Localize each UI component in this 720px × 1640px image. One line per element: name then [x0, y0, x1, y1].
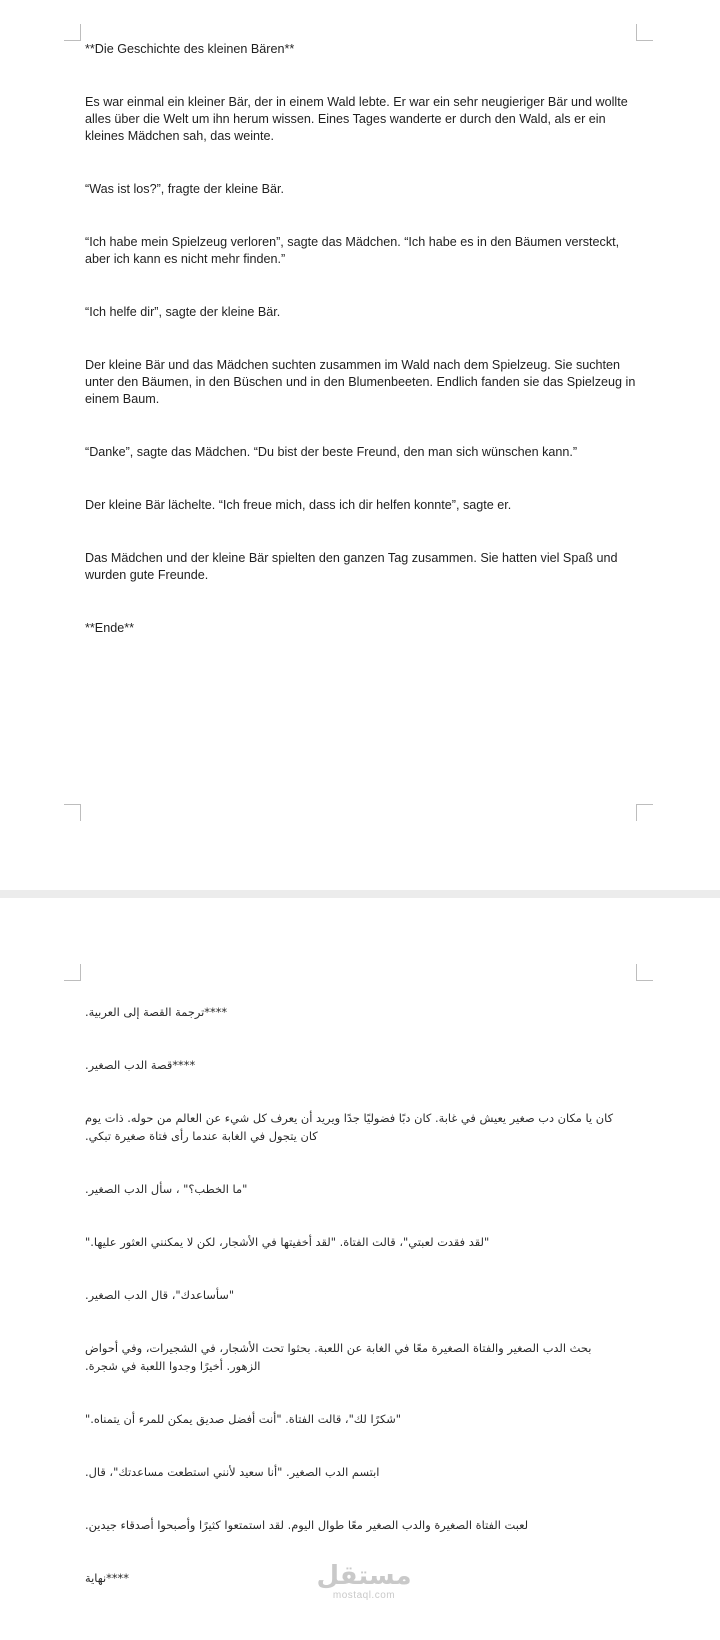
page-corner-mark: [64, 964, 81, 981]
page-corner-mark: [636, 964, 653, 981]
story-paragraph: “Ich helfe dir”, sagte der kleine Bär.: [85, 305, 281, 319]
translation-paragraph: "سأساعدك"، قال الدب الصغير.: [85, 1288, 235, 1302]
story-paragraph: Es war einmal ein kleiner Bär, der in einem Wald lebte. Er war ein sehr neugieriger Bär und wollte alles über die Welt um ihn herum wissen. Eines Tages wanderte er durch den Wald, als er ein kleines Mädchen sah, das weinte.: [85, 95, 628, 143]
story-paragraph: “Danke”, sagte das Mädchen. “Du bist der beste Freund, den man sich wünschen kann.”: [85, 445, 578, 459]
translation-paragraph: "لقد فقدت لعبتي"، قالت الفتاة. "لقد أخفيتها في الأشجار، لكن لا يمكنني العثور عليها.": [85, 1235, 490, 1249]
watermark-logo: مستقل: [316, 1561, 412, 1591]
story-title: **Die Geschichte des kleinen Bären**: [85, 42, 295, 56]
translation-paragraph: "ما الخطب؟" ، سأل الدب الصغير.: [85, 1182, 248, 1196]
page-separator: [0, 890, 720, 898]
translation-heading: ****ترجمة القصة إلى العربية.: [85, 1005, 228, 1019]
translation-paragraph: كان يا مكان دب صغير يعيش في غابة. كان دبًا فضوليًا جدًا ويريد أن يعرف كل شيء عن العالم من حوله. ذات يوم كان يتجول في الغابة عندما رأى فتاة صغيرة تبكي.: [85, 1111, 614, 1143]
page-corner-mark: [636, 804, 653, 821]
translation-title: ****قصة الدب الصغير.: [85, 1058, 196, 1072]
translation-paragraph: "شكرًا لك"، قالت الفتاة. "أنت أفضل صديق يمكن للمرء أن يتمناه.": [85, 1412, 402, 1426]
page-corner-mark: [636, 24, 653, 41]
translation-end: ****نهاية: [85, 1571, 129, 1585]
story-paragraph: “Was ist los?”, fragte der kleine Bär.: [85, 182, 285, 196]
story-paragraph: Der kleine Bär lächelte. “Ich freue mich, dass ich dir helfen konnte”, sagte er.: [85, 498, 512, 512]
translation-paragraph: بحث الدب الصغير والفتاة الصغيرة معًا في الغابة عن اللعبة. بحثوا تحت الأشجار، في الشجيرات، وفي أحواض الزهور. أخيرًا وجدوا اللعبة في شجرة.: [85, 1341, 592, 1373]
page-corner-mark: [64, 24, 81, 41]
page-corner-mark: [64, 804, 81, 821]
story-paragraph: “Ich habe mein Spielzeug verloren”, sagte das Mädchen. “Ich habe es in den Bäumen versteckt, aber ich kann es nicht mehr finden.”: [85, 235, 620, 266]
translation-paragraph: ابتسم الدب الصغير. "أنا سعيد لأنني استطعت مساعدتك"، قال.: [85, 1465, 380, 1479]
mostaql-watermark: [314, 1562, 414, 1602]
story-end: **Ende**: [85, 621, 135, 635]
translation-paragraph: لعبت الفتاة الصغيرة والدب الصغير معًا طوال اليوم. لقد استمتعوا كثيرًا وأصبحوا أصدقاء جيدين.: [85, 1518, 529, 1532]
story-paragraph: Der kleine Bär und das Mädchen suchten zusammen im Wald nach dem Spielzeug. Sie suchten unter den Bäumen, in den Büschen und in den Blumenbeeten. Endlich fanden sie das Spielzeug in einem Baum.: [85, 358, 636, 406]
watermark-url: mostaql.com: [332, 1590, 396, 1601]
story-paragraph: Das Mädchen und der kleine Bär spielten den ganzen Tag zusammen. Sie hatten viel Spaß und wurden gute Freunde.: [85, 551, 618, 582]
